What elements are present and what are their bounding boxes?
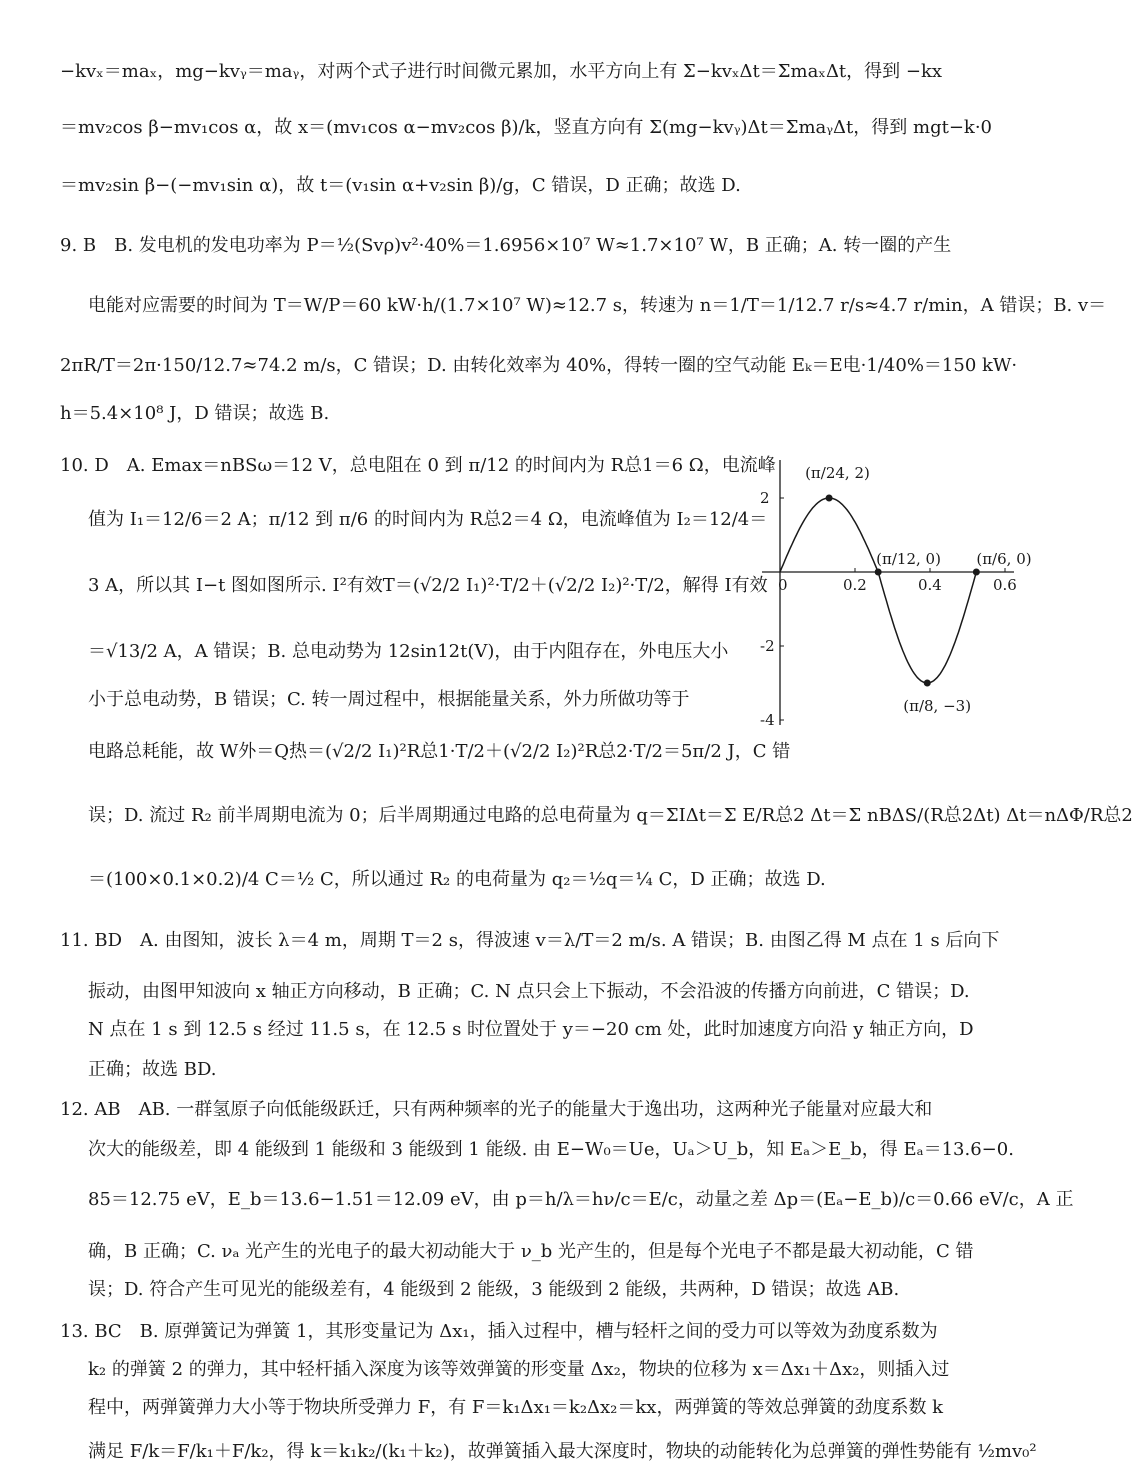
text-line: −kvₓ＝maₓ，mg−kvᵧ＝maᵧ，对两个式子进行时间微元累加，水平方向上有 Σ−kvₓΔt＝ΣmaₓΔt，得到 −kx: [60, 61, 943, 82]
series-line: [780, 498, 878, 572]
data-point: [875, 569, 882, 576]
x-tick-label: 0: [778, 576, 788, 594]
point-label: (π/6, 0): [976, 550, 1032, 568]
text-line: 12. AB AB. 一群氢原子向低能级跃迁，只有两种频率的光子的能量大于逸出功，这两种光子能量对应最大和: [60, 1099, 933, 1120]
text-line: 值为 I₁＝12/6＝2 A；π/12 到 π/6 的时间内为 R总2＝4 Ω，电流峰值为 I₂＝12/4＝: [88, 509, 768, 530]
text-line: 11. BD A. 由图知，波长 λ＝4 m，周期 T＝2 s，得波速 v＝λ/T＝2 m/s. A 错误；B. 由图乙得 M 点在 1 s 后向下: [60, 930, 1000, 951]
text-line: 2πR/T＝2π·150/12.7≈74.2 m/s，C 错误；D. 由转化效率为 40%，得转一圈的空气动能 Eₖ＝E电·1/40%＝150 kW·: [60, 355, 1018, 376]
i-t-graph-svg: [752, 440, 1042, 740]
text-line: 10. D A. Emax＝nBSω＝12 V，总电阻在 0 到 π/12 的时间内为 R总1＝6 Ω，电流峰: [60, 455, 776, 476]
text-line: 振动，由图甲知波向 x 轴正方向移动，B 正确；C. N 点只会上下振动，不会沿波的传播方向前进，C 错误；D.: [88, 981, 970, 1002]
text-line: N 点在 1 s 到 12.5 s 经过 11.5 s，在 12.5 s 时位置处于 y＝−20 cm 处，此时加速度方向沿 y 轴正方向，D: [88, 1019, 974, 1040]
point-label: (π/24, 2): [805, 464, 870, 482]
text-line: 小于总电动势，B 错误；C. 转一周过程中，根据能量关系，外力所做功等于: [88, 689, 690, 710]
text-line: 程中，两弹簧弹力大小等于物块所受弹力 F，有 F＝k₁Δx₁＝k₂Δx₂＝kx，两弹簧的等效总弹簧的劲度系数 k: [88, 1397, 944, 1418]
y-tick-label: -4: [760, 711, 775, 729]
text-line: 3 A，所以其 I−t 图如图所示. I²有效T＝(√2/2 I₁)²·T/2＋(√2/2 I₂)²·T/2，解得 I有效: [88, 575, 768, 596]
i-t-graph: [752, 440, 1042, 740]
text-line: 85＝12.75 eV，E_b＝13.6−1.51＝12.09 eV，由 p＝h/λ＝hν/c＝E/c，动量之差 Δp＝(Eₐ−E_b)/c＝0.66 eV/c，A 正: [88, 1189, 1074, 1210]
text-line: 误；D. 符合产生可见光的能级差有，4 能级到 2 能级，3 能级到 2 能级，共两种，D 错误；故选 AB.: [88, 1279, 900, 1300]
data-point: [826, 495, 833, 502]
text-line: 电路总耗能，故 W外＝Q热＝(√2/2 I₁)²R总1·T/2＋(√2/2 I₂)²R总2·T/2＝5π/2 J，C 错: [88, 741, 791, 762]
y-tick-label: -2: [760, 637, 775, 655]
text-line: 满足 F/k＝F/k₁＋F/k₂，得 k＝k₁k₂/(k₁＋k₂)，故弹簧插入最大深度时，物块的动能转化为总弹簧的弹性势能有 ½mv₀²: [88, 1441, 1037, 1462]
text-line: 误；D. 流过 R₂ 前半周期电流为 0；后半周期通过电路的总电荷量为 q＝ΣIΔt＝Σ E/R总2 Δt＝Σ nBΔS/(R总2Δt) Δt＝nΔΦ/R总2: [88, 805, 1133, 826]
data-point: [924, 680, 931, 687]
x-tick-label: 0.6: [993, 576, 1017, 594]
text-line: ＝mv₂sin β−(−mv₁sin α)，故 t＝(v₁sin α+v₂sin β)/g，C 错误，D 正确；故选 D.: [60, 175, 741, 196]
text-line: 9. B B. 发电机的发电功率为 P＝½(Svρ)v²·40%＝1.6956×10⁷ W≈1.7×10⁷ W，B 正确；A. 转一圈的产生: [60, 235, 952, 256]
text-line: k₂ 的弹簧 2 的弹力，其中轻杆插入深度为该等效弹簧的形变量 Δx₂，物块的位移为 x＝Δx₁＋Δx₂，则插入过: [88, 1359, 950, 1380]
text-line: 13. BC B. 原弹簧记为弹簧 1，其形变量记为 Δx₁，插入过程中，槽与轻杆之间的受力可以等效为劲度系数为: [60, 1321, 938, 1342]
point-label: (π/12, 0): [876, 550, 941, 568]
text-line: 确，B 正确；C. νₐ 光产生的光电子的最大初动能大于 ν_b 光产生的，但是每个光电子不都是最大初动能，C 错: [88, 1241, 974, 1262]
text-line: h＝5.4×10⁸ J，D 错误；故选 B.: [60, 403, 330, 424]
text-line: 正确；故选 BD.: [88, 1059, 217, 1080]
text-line: ＝√13/2 A，A 错误；B. 总电动势为 12sin12t(V)，由于内阻存在，外电压大小: [88, 641, 729, 662]
x-tick-label: 0.2: [843, 576, 867, 594]
point-label: (π/8, −3): [903, 697, 972, 715]
text-line: ＝(100×0.1×0.2)/4 C＝½ C，所以通过 R₂ 的电荷量为 q₂＝½q＝¼ C，D 正确；故选 D.: [88, 869, 826, 890]
text-line: ＝mv₂cos β−mv₁cos α，故 x＝(mv₁cos α−mv₂cos β)/k，竖直方向有 Σ(mg−kvᵧ)Δt＝ΣmaᵧΔt，得到 mgt−k·0: [60, 117, 992, 138]
y-tick-label: 2: [760, 489, 770, 507]
text-line: 电能对应需要的时间为 T＝W/P＝60 kW·h/(1.7×10⁷ W)≈12.7 s，转速为 n＝1/T＝1/12.7 r/s≈4.7 r/min，A 错误；B. v＝: [88, 295, 1107, 316]
x-tick-label: 0.4: [918, 576, 942, 594]
data-point: [973, 569, 980, 576]
text-line: 次大的能级差，即 4 能级到 1 能级和 3 能级到 1 能级. 由 E−W₀＝Ue，Uₐ＞U_b，知 Eₐ＞E_b，得 Eₐ＝13.6−0.: [88, 1139, 1014, 1160]
